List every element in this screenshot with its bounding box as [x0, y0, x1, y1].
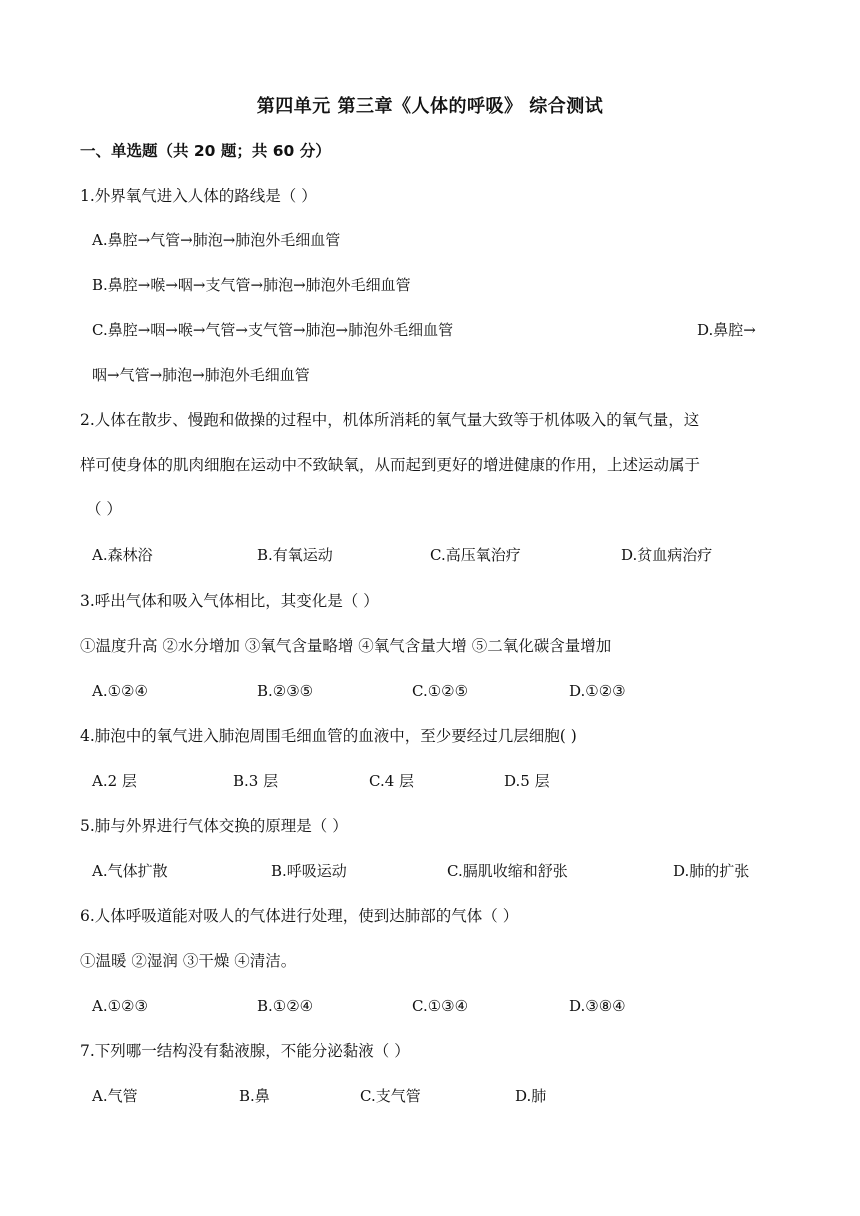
question-3-items: ①温度升高 ②水分增加 ③氧气含量略增 ④氧气含量大增 ⑤二氧化碳含量增加 — [80, 637, 612, 655]
question-2-stem-line-1: 2.人体在散步、慢跑和做操的过程中，机体所消耗的氧气量大致等于机体吸入的氧气量，这 — [80, 411, 700, 429]
question-6-option-b: B.①②④ — [257, 997, 314, 1015]
question-4-option-b: B.3 层 — [233, 772, 279, 790]
question-3-option-a: A.①②④ — [92, 682, 148, 700]
question-7-option-d: D.肺 — [515, 1087, 547, 1105]
question-1-option-c: C.鼻腔→咽→喉→气管→支气管→肺泡→肺泡外毛细血管 — [92, 321, 454, 339]
question-3-option-c: C.①②⑤ — [412, 682, 469, 700]
question-6-stem: 6.人体呼吸道能对吸人的气体进行处理，使到达肺部的气体（ ） — [80, 907, 519, 925]
question-1-option-b: B.鼻腔→喉→咽→支气管→肺泡→肺泡外毛细血管 — [92, 276, 411, 294]
question-2-stem-line-3: （ ） — [86, 500, 122, 518]
page-title: 第四单元 第三章《人体的呼吸》 综合测试 — [256, 96, 604, 117]
question-3-stem: 3.呼出气体和吸入气体相比，其变化是（ ） — [80, 592, 379, 610]
question-2-option-c: C.高压氧治疗 — [430, 546, 521, 564]
question-6-option-d: D.③⑧④ — [569, 997, 626, 1015]
question-4-option-d: D.5 层 — [504, 772, 550, 790]
question-7-stem: 7.下列哪一结构没有黏液腺，不能分泌黏液（ ） — [80, 1042, 410, 1060]
question-3-option-d: D.①②③ — [569, 682, 626, 700]
section-heading: 一、单选题（共 20 题；共 60 分） — [80, 142, 331, 160]
question-5-option-b: B.呼吸运动 — [271, 862, 347, 880]
question-4-stem: 4.肺泡中的氧气进入肺泡周围毛细血管的血液中，至少要经过几层细胞( ) — [80, 727, 577, 745]
question-6-items: ①温暖 ②湿润 ③干燥 ④清洁。 — [80, 952, 297, 970]
question-5-option-a: A.气体扩散 — [92, 862, 168, 880]
question-1-stem: 1.外界氧气进入人体的路线是（ ） — [80, 187, 317, 205]
question-7-option-b: B.鼻 — [239, 1087, 270, 1105]
question-4-option-a: A.2 层 — [92, 772, 137, 790]
question-6-option-c: C.①③④ — [412, 997, 469, 1015]
question-7-option-c: C.支气管 — [360, 1087, 421, 1105]
question-2-option-b: B.有氧运动 — [257, 546, 333, 564]
question-2-option-a: A.森林浴 — [92, 546, 153, 564]
question-5-option-c: C.膈肌收缩和舒张 — [447, 862, 568, 880]
question-6-option-a: A.①②③ — [92, 997, 148, 1015]
question-2-option-d: D.贫血病治疗 — [621, 546, 713, 564]
question-4-option-c: C.4 层 — [369, 772, 415, 790]
question-1-option-a: A.鼻腔→气管→肺泡→肺泡外毛细血管 — [92, 231, 341, 249]
question-1-option-d: D.鼻腔→ — [697, 321, 756, 339]
question-5-stem: 5.肺与外界进行气体交换的原理是（ ） — [80, 817, 348, 835]
question-5-option-d: D.肺的扩张 — [673, 862, 750, 880]
question-7-option-a: A.气管 — [92, 1087, 138, 1105]
question-2-stem-line-2: 样可使身体的肌肉细胞在运动中不致缺氧，从而起到更好的增进健康的作用，上述运动属于 — [80, 456, 701, 474]
question-3-option-b: B.②③⑤ — [257, 682, 314, 700]
question-1-option-d-continued: 咽→气管→肺泡→肺泡外毛细血管 — [92, 366, 310, 384]
